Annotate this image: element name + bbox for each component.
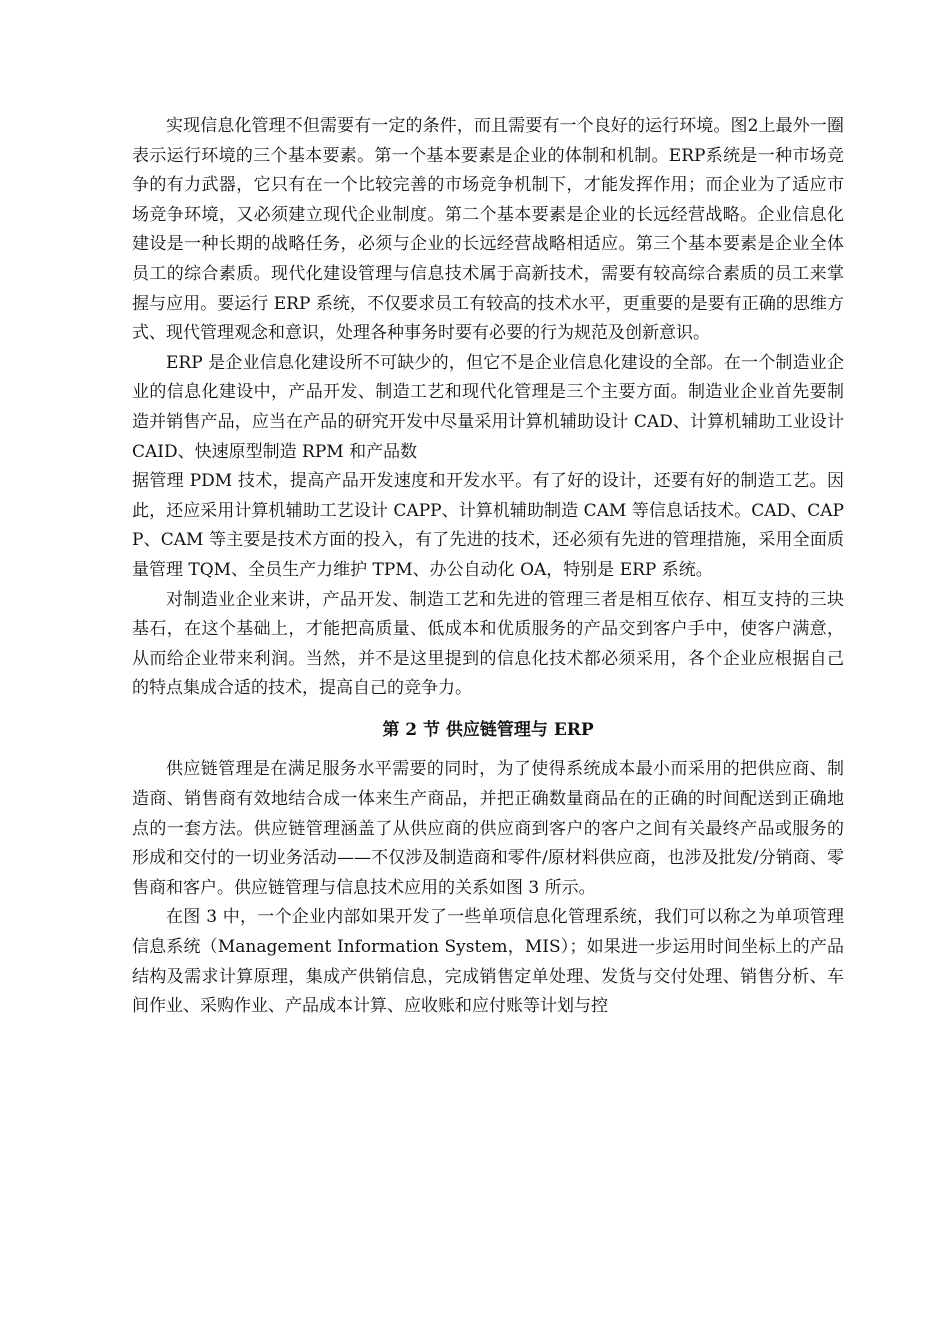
paragraph-figure3-mis: 在图 3 中，一个企业内部如果开发了一些单项信息化管理系统，我们可以称之为单项管理信息系统（Management Information System，MIS）；如果进一步运用时间坐标上的产品结构及需求计算原理，集成产供销信息，完成销售定单处理、发货与交付处理、销售分析、车间作业、采购作业、产品成本计算、应收账和应付账等计划与控: [132, 907, 844, 1017]
paragraph-running-environment: 实现信息化管理不但需要有一定的条件，而且需要有一个良好的运行环境。图2上最外一圈表示运行环境的三个基本要素。第一个基本要素是企业的体制和机制。ERP系统是一种市场竞争的有力武器，它只有在一个比较完善的市场竞争机制下，才能发挥作用；而企业为了适应市场竞争环境，又必须建立现代企业制度。第二个基本要素是企业的长远经营战略。企业信息化建设是一种长期的战略任务，必须与企业的长远经营战略相适应。第三个基本要素是企业全体员工的综合素质。现代化建设管理与信息技术属于高新技术，需要有较高综合素质的员工来掌握与应用。要运行 ERP 系统，不仅要求员工有较高的技术水平，更重要的是要有正确的思维方式、现代管理观念和意识，处理各种事务时要有必要的行为规范及创新意识。: [132, 116, 844, 344]
paragraph-supply-chain-definition: 供应链管理是在满足服务水平需要的同时，为了使得系统成本最小而采用的把供应商、制造商、销售商有效地结合成一体来生产商品，并把正确数量商品在的正确的时间配送到正确地点的一套方法。供应链管理涵盖了从供应商的供应商到客户的客户之间有关最终产品或服务的形成和交付的一切业务活动——不仅涉及制造商和零件/原材料供应商，也涉及批发/分销商、零售商和客户。供应链管理与信息技术应用的关系如图 3 所示。: [132, 759, 844, 898]
paragraph-erp-manufacturing: ERP 是企业信息化建设所不可缺少的，但它不是企业信息化建设的全部。在一个制造业企业的信息化建设中，产品开发、制造工艺和现代化管理是三个主要方面。制造业企业首先要制造并销售产品，应当在产品的研究开发中尽量采用计算机辅助设计 CAD、计算机辅助工业设计 CAID、快速原型制造 RPM 和产品数: [132, 352, 844, 462]
section-heading: 第 2 节 供应链管理与 ERP: [382, 719, 594, 740]
document-page: [132, 112, 844, 1022]
paragraph-three-cornerstones: 对制造业企业来讲，产品开发、制造工艺和先进的管理三者是相互依存、相互支持的三块基石，在这个基础上，才能把高质量、低成本和优质服务的产品交到客户手中，使客户满意，从而给企业带来利润。当然，并不是这里提到的信息化技术都必须采用，各个企业应根据自己的特点集成合适的技术，提高自己的竞争力。: [132, 589, 844, 699]
paragraph-erp-manufacturing-continued: 据管理 PDM 技术，提高产品开发速度和开发水平。有了好的设计，还要有好的制造工艺。因此，还应采用计算机辅助工艺设计 CAPP、计算机辅助制造 CAM 等信息话技术。CAD、CAPP、CAM 等主要是技术方面的投入，有了先进的技术，还必须有先进的管理措施，采用全面质量管理 TQM、全员生产力维护 TPM、办公自动化 OA，特别是 ERP 系统。: [132, 471, 844, 580]
